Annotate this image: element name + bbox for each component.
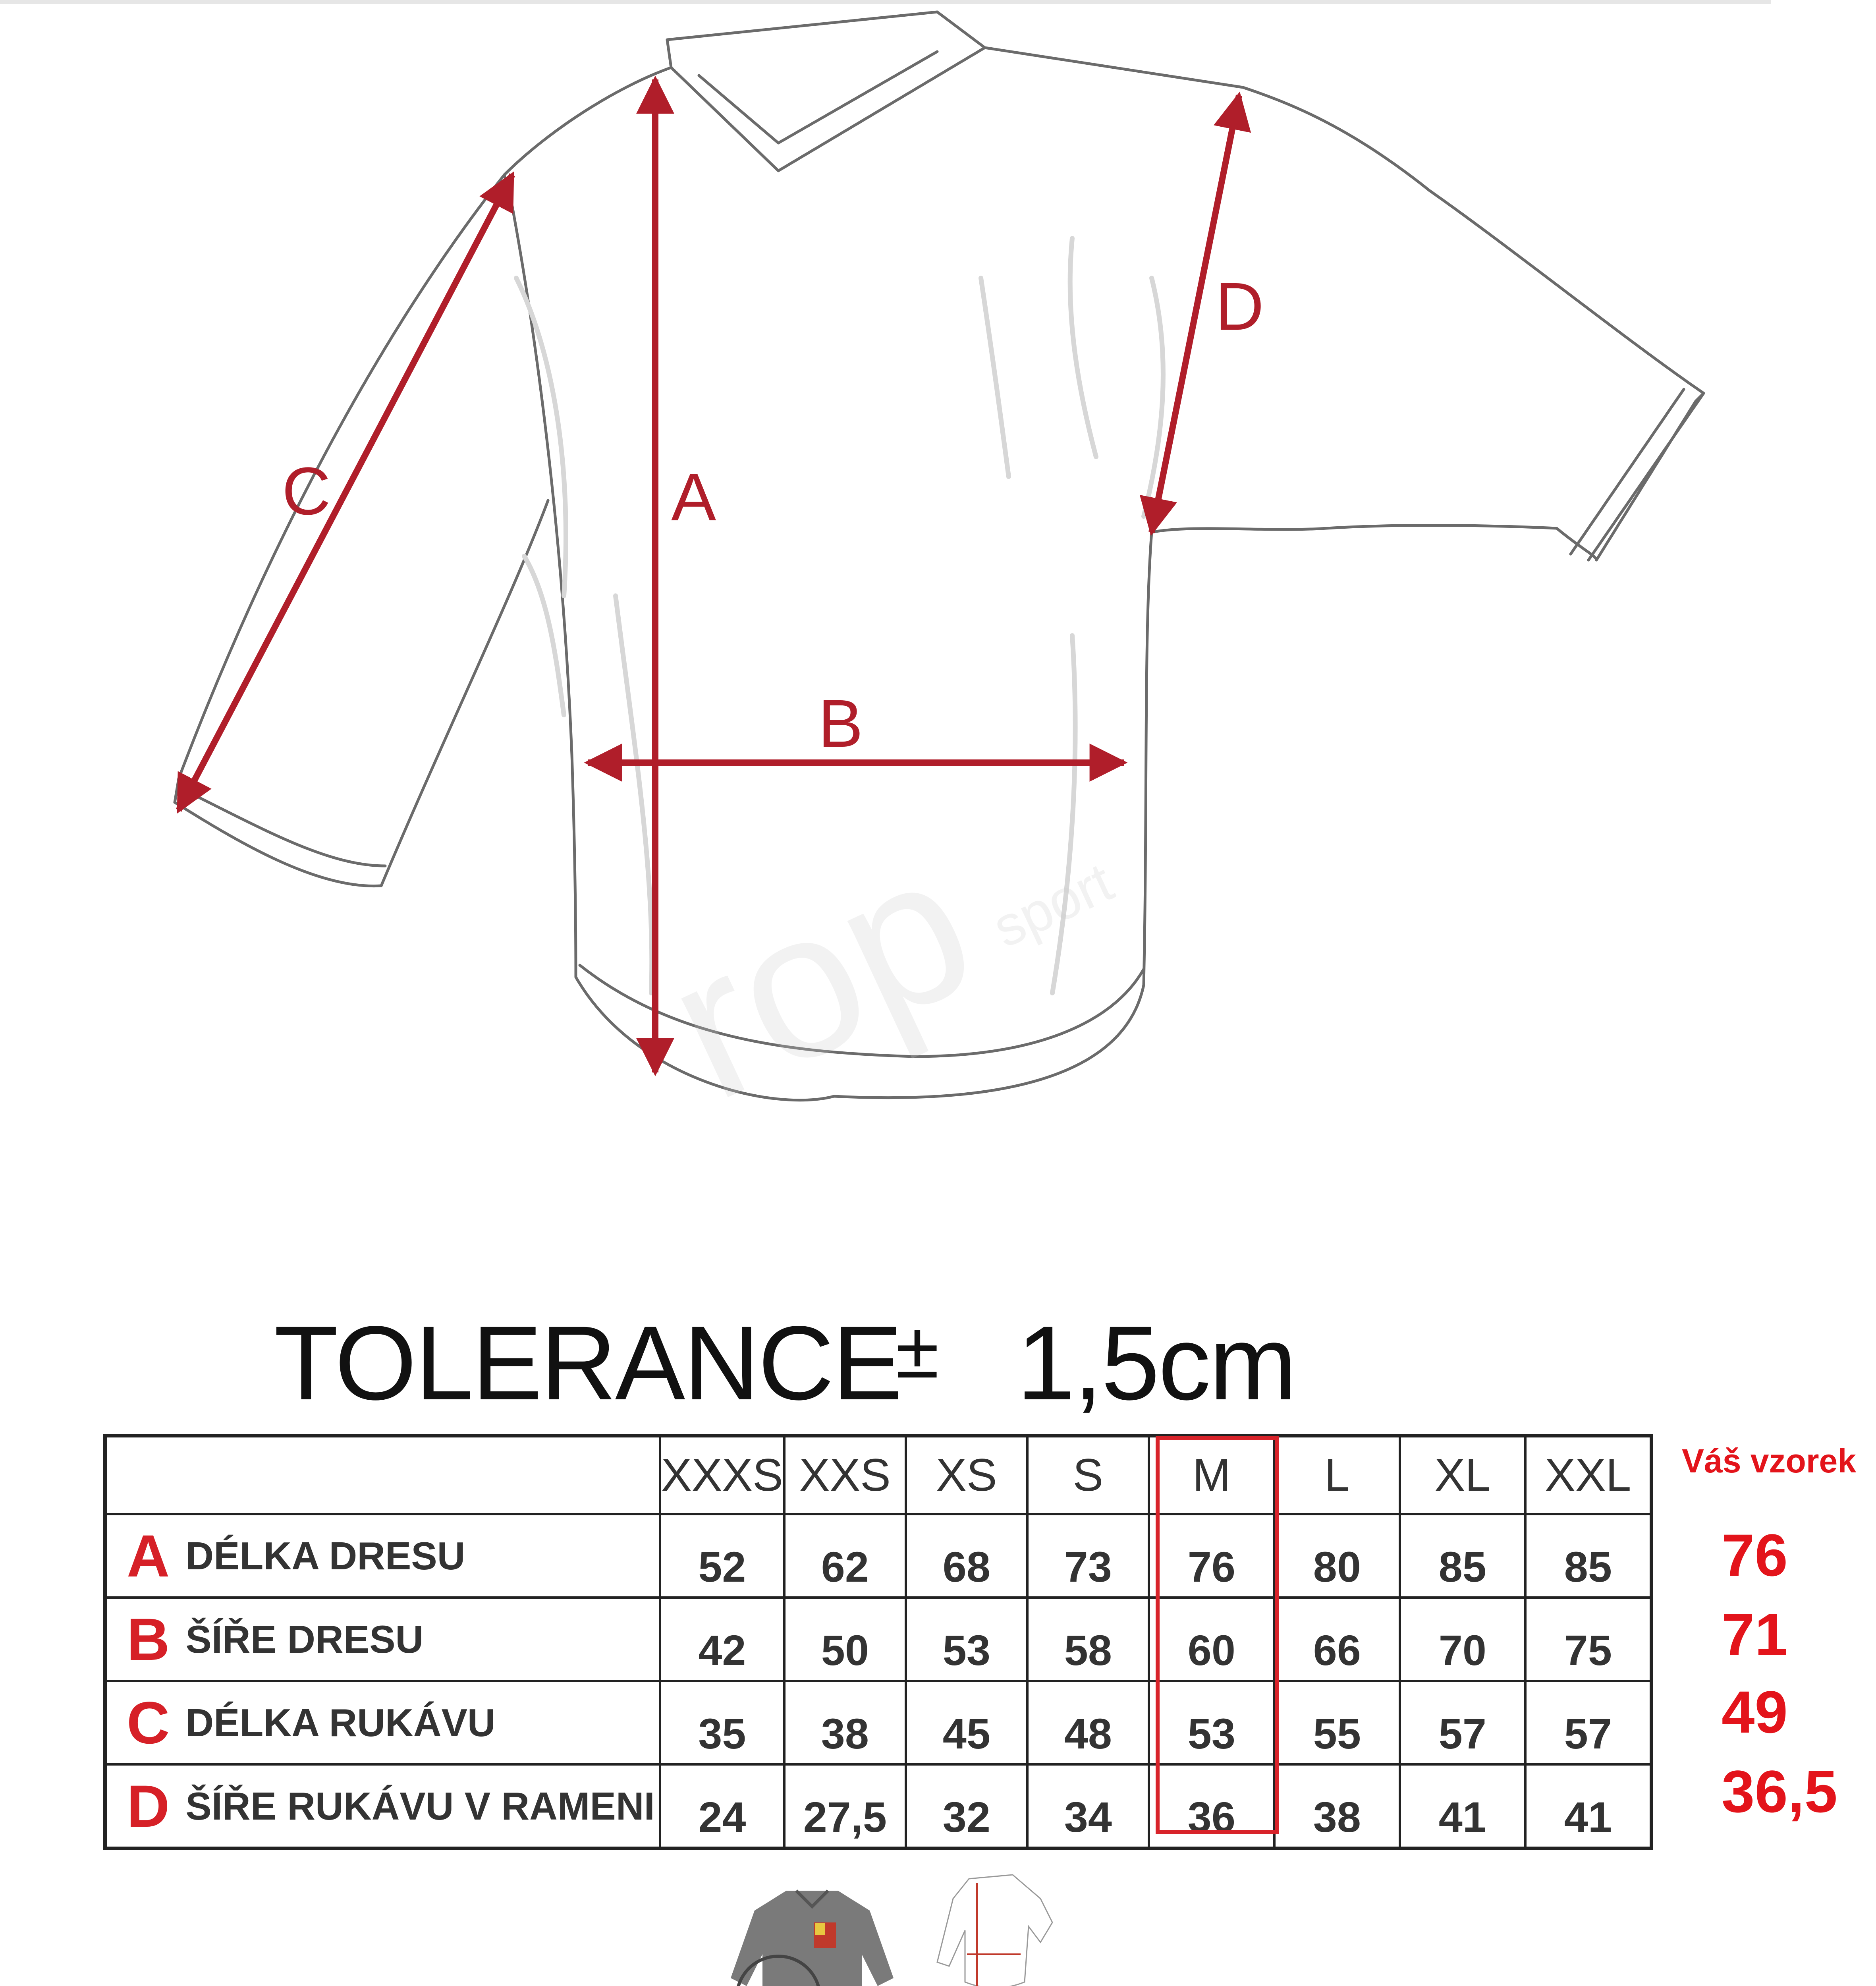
row-letter: A <box>127 1522 170 1589</box>
svg-text:sport: sport <box>983 850 1122 959</box>
table-cell: 53 <box>1149 1681 1274 1764</box>
table-cell: 57 <box>1400 1681 1525 1764</box>
row-label-text: DÉLKA DRESU <box>185 1534 465 1578</box>
table-cell: 36 <box>1149 1764 1274 1849</box>
row-label <box>105 1681 660 1764</box>
table-cell: 48 <box>1027 1681 1149 1764</box>
table-cell: 38 <box>1274 1764 1400 1849</box>
table-cell: 57 <box>1525 1681 1652 1764</box>
sample-heading: Váš vzorek <box>1682 1442 1856 1480</box>
row-letter: D <box>127 1772 170 1839</box>
size-chart-thumbnail[interactable] <box>921 1867 1064 1986</box>
size-header-cell: XXS <box>784 1436 906 1515</box>
row-label <box>105 1598 660 1681</box>
table-cell: 53 <box>906 1598 1027 1681</box>
row-label <box>105 1514 660 1598</box>
label-b: B <box>818 686 863 761</box>
label-d: D <box>1215 269 1264 344</box>
table-cell: 85 <box>1400 1514 1525 1598</box>
size-header-cell: XXXS <box>660 1436 784 1515</box>
table-row <box>105 1598 1652 1681</box>
table-cell: 41 <box>1525 1764 1652 1849</box>
label-a: A <box>671 460 716 535</box>
table-cell: 75 <box>1525 1598 1652 1681</box>
row-label-text: DÉLKA RUKÁVU <box>185 1700 496 1745</box>
table-row <box>105 1681 1652 1764</box>
table-cell: 38 <box>784 1681 906 1764</box>
header-empty-cell <box>105 1436 660 1515</box>
table-cell: 76 <box>1149 1514 1274 1598</box>
table-cell: 70 <box>1400 1598 1525 1681</box>
sample-value-b: 71 <box>1722 1601 1788 1668</box>
table-cell: 62 <box>784 1514 906 1598</box>
table-cell: 41 <box>1400 1764 1525 1849</box>
label-c: C <box>282 454 331 529</box>
table-cell: 24 <box>660 1764 784 1849</box>
table-cell: 27,5 <box>784 1764 906 1849</box>
size-table <box>103 1434 1653 1850</box>
size-header-cell: S <box>1027 1436 1149 1515</box>
table-cell: 66 <box>1274 1598 1400 1681</box>
table-cell: 58 <box>1027 1598 1149 1681</box>
tolerance-heading: TOLERANCE <box>274 1304 901 1422</box>
table-cell: 60 <box>1149 1598 1274 1681</box>
table-cell: 68 <box>906 1514 1027 1598</box>
table-cell: 32 <box>906 1764 1027 1849</box>
tolerance-value: 1,5cm <box>1017 1304 1295 1422</box>
size-header-row <box>105 1436 1652 1515</box>
jersey-photo-thumbnail[interactable] <box>727 1875 897 1986</box>
table-cell: 55 <box>1274 1681 1400 1764</box>
tolerance-symbol: ± <box>896 1306 939 1395</box>
svg-text:rop: rop <box>636 808 1004 1144</box>
highlighted-size-column <box>1156 1436 1279 1834</box>
size-header-cell: XS <box>906 1436 1027 1515</box>
table-row <box>105 1514 1652 1598</box>
table-cell: 80 <box>1274 1514 1400 1598</box>
row-letter: B <box>127 1605 170 1673</box>
row-letter: C <box>127 1689 170 1756</box>
table-cell: 52 <box>660 1514 784 1598</box>
measure-arrow-c <box>179 175 512 810</box>
size-header-cell: L <box>1274 1436 1400 1515</box>
table-cell: 85 <box>1525 1514 1652 1598</box>
sample-value-a: 76 <box>1722 1522 1788 1588</box>
row-label <box>105 1764 660 1849</box>
rop-sport-watermark <box>636 808 1122 1144</box>
row-label-text: ŠÍŘE RUKÁVU V RAMENI <box>185 1784 655 1828</box>
sample-value-d: 36,5 <box>1722 1758 1837 1825</box>
table-cell: 45 <box>906 1681 1027 1764</box>
size-header-cell: XXL <box>1525 1436 1652 1515</box>
table-cell: 42 <box>660 1598 784 1681</box>
table-row <box>105 1764 1652 1849</box>
table-cell: 73 <box>1027 1514 1149 1598</box>
table-cell: 34 <box>1027 1764 1149 1849</box>
table-cell: 35 <box>660 1681 784 1764</box>
row-label-text: ŠÍŘE DRESU <box>185 1617 424 1661</box>
table-cell: 50 <box>784 1598 906 1681</box>
size-header-cell: XL <box>1400 1436 1525 1515</box>
sample-value-c: 49 <box>1722 1679 1788 1745</box>
size-header-cell: M <box>1149 1436 1274 1515</box>
